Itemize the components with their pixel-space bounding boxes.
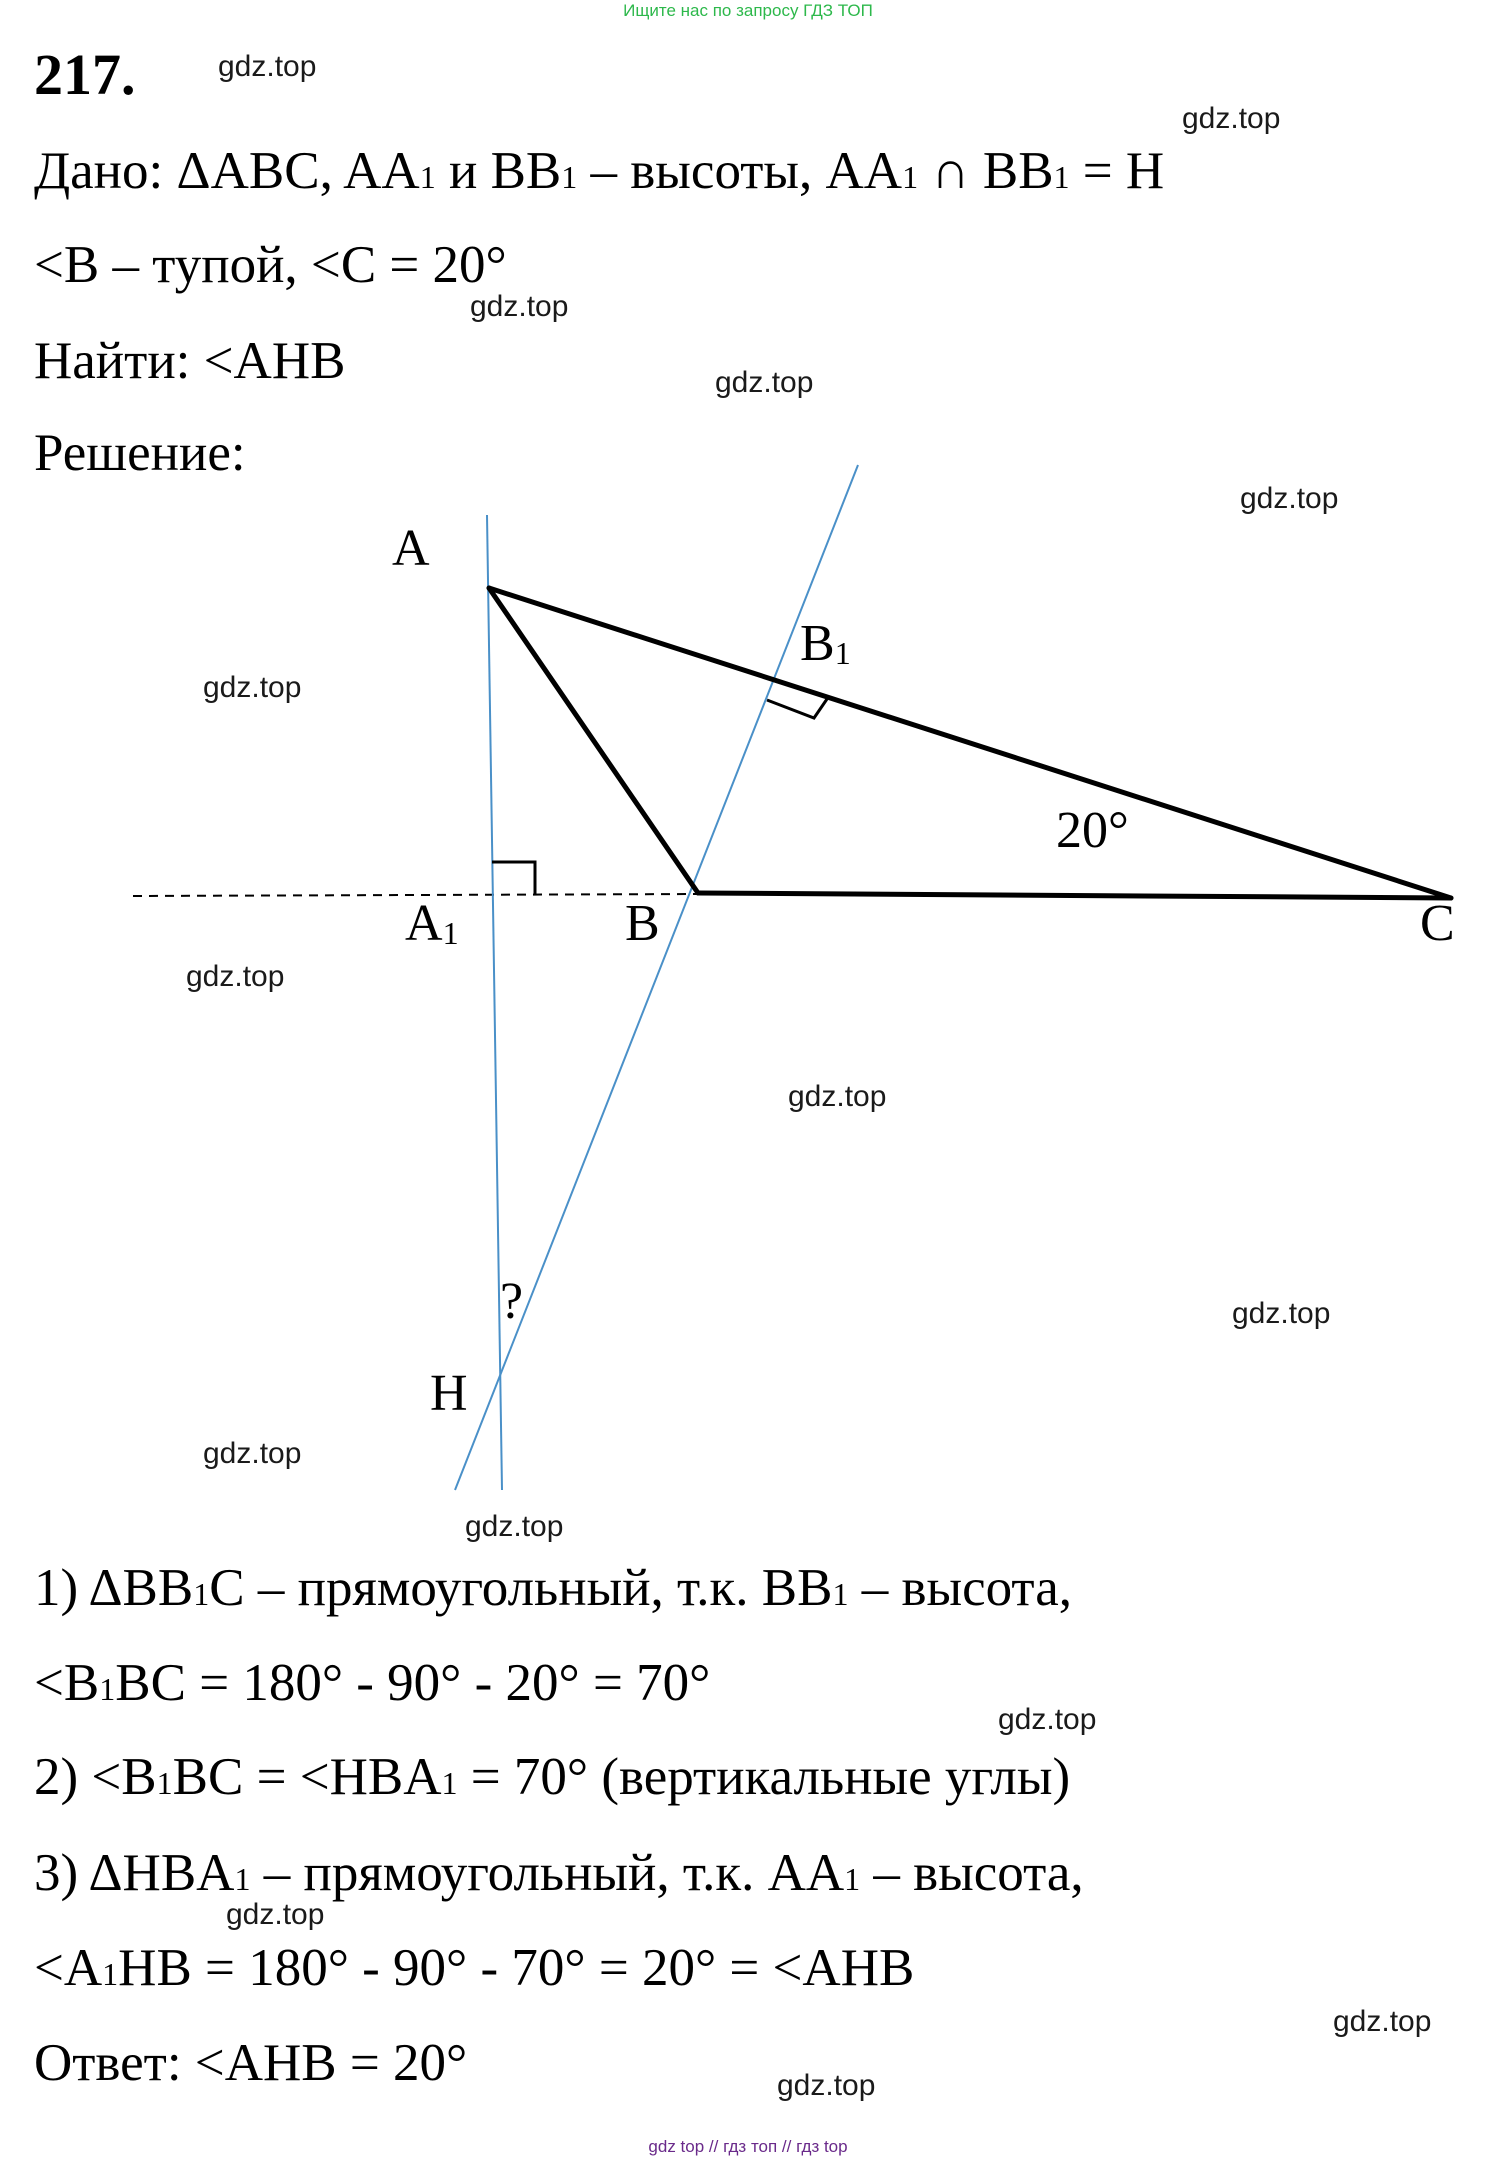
right-angle-mark-a1: [492, 862, 535, 895]
vertex-label-a: A: [392, 520, 430, 577]
watermark: gdz.top: [218, 50, 317, 83]
watermark: gdz.top: [788, 1080, 887, 1113]
angle-c-label: 20°: [1056, 802, 1129, 859]
vertex-label-c: C: [1420, 895, 1455, 952]
unknown-angle-label: ?: [500, 1273, 524, 1330]
side-ac: [489, 588, 1451, 898]
right-angle-mark-b1: [767, 699, 827, 718]
condition-line: <B – тупой, <C = 20°: [34, 236, 507, 294]
problem-number: 217.: [34, 42, 136, 107]
given-text: и BB: [435, 142, 562, 200]
watermark: gdz.top: [226, 1898, 325, 1931]
vertex-label-b: B: [625, 895, 660, 952]
answer-line: Ответ: <AHB = 20°: [34, 2034, 468, 2092]
subscript: 1: [902, 159, 919, 195]
step-2: [34, 1746, 1070, 1814]
subscript: 1: [99, 1671, 116, 1707]
subscript: 1: [1053, 159, 1070, 195]
step-text: 1) ΔBB: [34, 1559, 194, 1617]
watermark: gdz.top: [1240, 482, 1339, 515]
vertex-label-b1: B1: [800, 615, 851, 672]
step-3: [34, 1842, 1084, 1910]
step-1-calc: [34, 1652, 710, 1720]
watermark: gdz.top: [186, 960, 285, 993]
step-text: HB = 180° - 90° - 70° = 20° = <AHB: [118, 1939, 915, 1997]
watermark: gdz.top: [715, 366, 814, 399]
watermark: gdz.top: [203, 671, 302, 704]
step-text: C – прямоугольный, т.к. BB: [209, 1559, 833, 1617]
subscript: 1: [234, 1861, 251, 1897]
subscript: 1: [102, 1956, 119, 1992]
given-text: ∩ BB: [918, 142, 1054, 200]
side-bc: [698, 893, 1451, 898]
watermark: gdz.top: [777, 2069, 876, 2102]
subscript: 1: [844, 1861, 861, 1897]
step-text: <B: [34, 1654, 100, 1712]
step-text: <A: [34, 1939, 103, 1997]
step-text: – высота,: [848, 1559, 1072, 1617]
watermark: gdz.top: [465, 1510, 564, 1543]
step-text: BC = <HBA: [172, 1748, 442, 1806]
altitude-bb1-line: [455, 465, 858, 1490]
top-banner: Ищите нас по запросу ГДЗ ТОП: [623, 1, 873, 20]
step-text: – прямоугольный, т.к. AA: [250, 1844, 845, 1902]
vertex-label-a1: A1: [405, 895, 459, 952]
subscript: 1: [441, 1765, 458, 1801]
step-text: = 70° (вертикальные углы): [457, 1748, 1071, 1806]
watermark: gdz.top: [203, 1437, 302, 1470]
watermark: gdz.top: [1232, 1297, 1331, 1330]
step-text: 3) ΔHBA: [34, 1844, 235, 1902]
watermark: gdz.top: [1333, 2005, 1432, 2038]
step-text: – высота,: [860, 1844, 1084, 1902]
side-ab: [489, 588, 698, 893]
watermark: gdz.top: [470, 290, 569, 323]
watermark: gdz.top: [1182, 102, 1281, 135]
subscript: 1: [832, 1576, 849, 1612]
step-text: BC = 180° - 90° - 20° = 70°: [115, 1654, 711, 1712]
vertex-label-h: H: [430, 1365, 468, 1422]
given-text: = H: [1069, 142, 1165, 200]
subscript: 1: [561, 159, 578, 195]
step-text: 2) <B: [34, 1748, 157, 1806]
subscript: 1: [193, 1576, 210, 1612]
watermark: gdz.top: [998, 1703, 1097, 1736]
find-line: Найти: <AHB: [34, 332, 346, 390]
given-text: Дано: ΔABC, AA: [34, 142, 420, 200]
step-3-calc: [34, 1937, 914, 2005]
subscript: 1: [156, 1765, 173, 1801]
solution-header: Решение:: [34, 424, 246, 482]
given-text: – высоты, AA: [577, 142, 903, 200]
bottom-banner: gdz top // гдз топ // гдз top: [648, 2137, 848, 2156]
altitude-aa1-line: [487, 515, 502, 1490]
step-1: [34, 1557, 1072, 1625]
subscript: 1: [419, 159, 436, 195]
